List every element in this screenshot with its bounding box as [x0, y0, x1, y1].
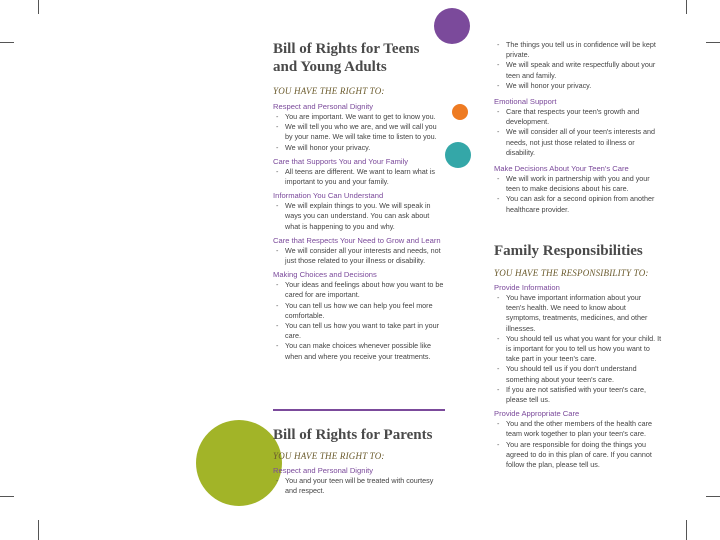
section-provide-care	[494, 409, 662, 470]
list-item: - You and your teen will be treated with courtesy and respect.	[273, 476, 445, 496]
teens-section-respect	[273, 102, 445, 153]
list-item: - You are important. We want to get to know you.	[273, 112, 445, 122]
list-item: - Care that respects your teen's growth and development.	[494, 107, 662, 127]
list-item: - We will speak and write respectfully about your teen and family.	[494, 60, 662, 80]
parents-rights-header: YOU HAVE THE RIGHT TO:	[273, 451, 385, 461]
family-block	[494, 242, 662, 470]
teens-title	[273, 40, 445, 76]
crop-mark	[686, 520, 687, 540]
section-heading: Respect and Personal Dignity	[273, 466, 374, 475]
teens-section-grow-learn	[273, 236, 445, 266]
list-item: - You should tell us what you want for your child. It is important for you to tell us how you want to take part in your teen's care.	[494, 334, 662, 365]
list-item: - We will honor your privacy.	[273, 143, 445, 153]
parents-section-respect	[273, 466, 445, 496]
list-item: - If you are not satisfied with your teen's care, please tell us.	[494, 385, 662, 405]
list-item: - You can tell us how we can help you feel more comfortable.	[273, 301, 445, 321]
section-heading: Emotional Support	[494, 97, 557, 107]
list-item: - You are responsible for doing the things you agreed to do in this plan of care. If you cannot follow the plan, please tell us.	[494, 440, 662, 471]
section-heading: Making Choices and Decisions	[273, 270, 377, 280]
list-item: - You can tell us how you want to take part in your care.	[273, 321, 445, 341]
list-item: - You can make choices whenever possible like when and where you receive your treatments.	[273, 341, 445, 361]
family-title: Family Responsibilities	[494, 243, 643, 259]
list-item: - We will consider all your interests and needs, not just those related to your illness or disability.	[273, 246, 445, 266]
crop-mark	[0, 42, 14, 43]
parents-title: Bill of Rights for Parents	[273, 427, 433, 443]
list-item: - You and the other members of the health care team work together to plan your teen's care.	[494, 419, 662, 439]
family-responsibility-header: YOU HAVE THE RESPONSIBILITY TO:	[494, 268, 649, 278]
section-heading: Information You Can Understand	[273, 191, 384, 201]
section-decisions	[494, 164, 662, 215]
teens-section-family-care	[273, 157, 445, 187]
right-column-top	[494, 40, 662, 215]
list-item: - We will work in partnership with you and your teen to make decisions about his care.	[494, 174, 662, 194]
crop-mark	[706, 42, 720, 43]
decor-circle-orange	[452, 104, 468, 120]
teens-title-line2: and Young Adults	[273, 59, 387, 75]
section-divider	[273, 409, 445, 411]
section-provide-information	[494, 283, 662, 405]
teens-section-choices	[273, 270, 445, 362]
teens-title-line1: Bill of Rights for Teens	[273, 41, 420, 57]
section-heading: Care that Respects Your Need to Grow and Learn	[273, 235, 441, 245]
section-emotional-support	[494, 97, 662, 158]
crop-mark	[0, 496, 14, 497]
section-heading: Respect and Personal Dignity	[273, 102, 374, 111]
list-item: - You have important information about your teen's health. We need to know about symptoms, treatments, medicines, and other illnesses.	[494, 293, 662, 334]
list-item: - We will tell you who we are, and we will call you by your name. We will take time to listen to you.	[273, 122, 445, 142]
section-heading: Care that Supports You and Your Family	[273, 156, 409, 166]
list-item: - Your ideas and feelings about how you want to be cared for are important.	[273, 280, 445, 300]
parents-block	[273, 426, 445, 496]
list-item: - We will consider all of your teen's interests and needs, not just those related to illness or disability.	[494, 127, 662, 158]
section-heading: Provide Information	[494, 283, 560, 292]
crop-mark	[706, 496, 720, 497]
list-item: - All teens are different. We want to learn what is important to you and your family.	[273, 167, 445, 187]
list-item: - You can ask for a second opinion from another healthcare provider.	[494, 194, 662, 214]
crop-mark	[686, 0, 687, 14]
crop-mark	[38, 0, 39, 14]
list-item: - We will explain things to you. We will speak in ways you can understand. You can ask about what is happening to you and why.	[273, 201, 445, 232]
decor-circle-teal	[445, 142, 471, 168]
list-item: - You should tell us if you don't understand something about your teen's care.	[494, 364, 662, 384]
section-heading: Make Decisions About Your Teen's Care	[494, 164, 629, 174]
section-heading: Provide Appropriate Care	[494, 409, 580, 419]
left-column	[273, 40, 445, 362]
teens-section-information	[273, 191, 445, 232]
teens-rights-header: YOU HAVE THE RIGHT TO:	[273, 86, 385, 96]
list-item: - The things you tell us in confidence will be kept private.	[494, 40, 662, 60]
crop-mark	[38, 520, 39, 540]
decor-circle-green	[196, 420, 282, 506]
list-item: - We will honor your privacy.	[494, 81, 662, 91]
decor-circle-purple	[434, 8, 470, 44]
